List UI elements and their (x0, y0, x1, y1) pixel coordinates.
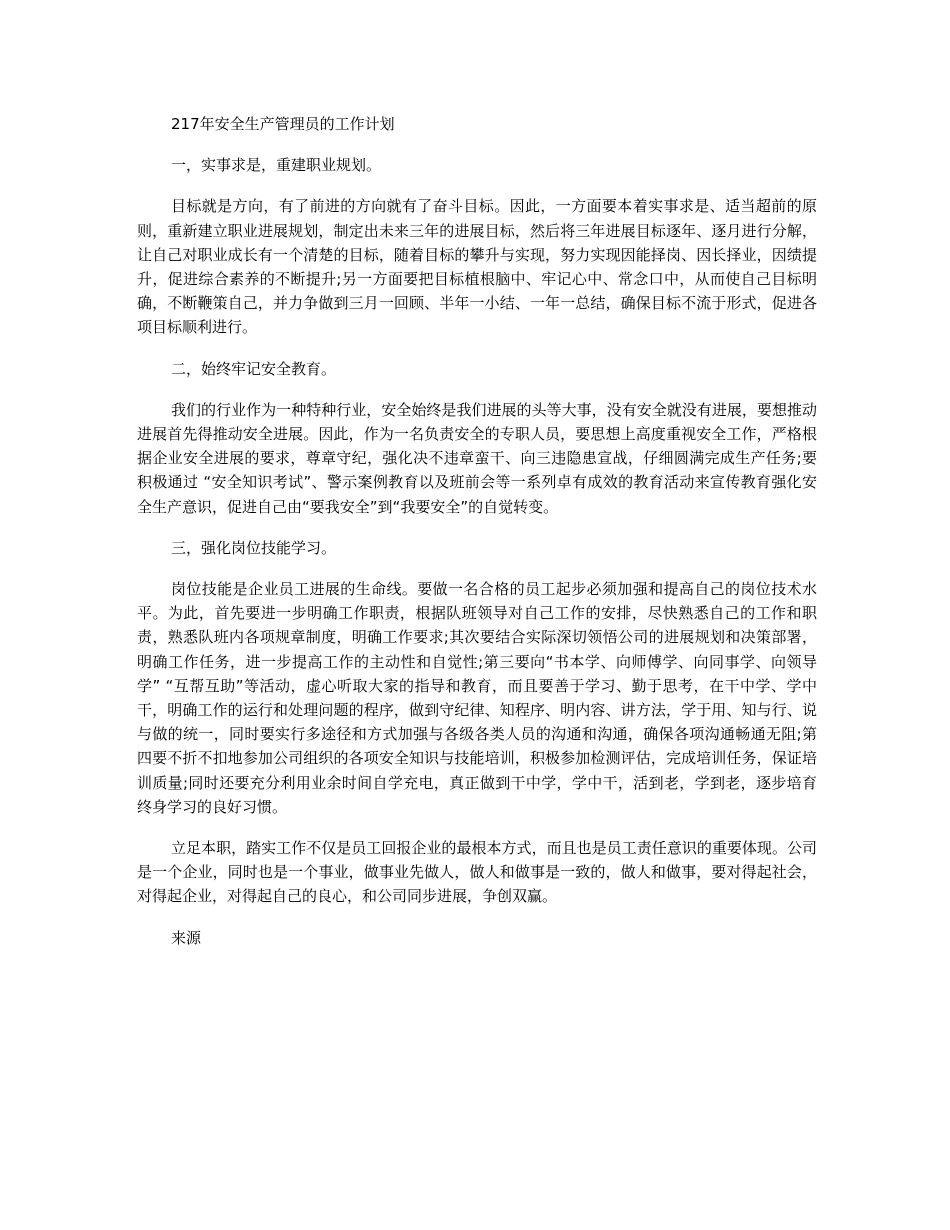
section-body-3: 岗位技能是企业员工进展的生命线。要做一名合格的员工起步必须加强和提高自己的岗位技术水平。为此，首先要进一步明确工作职责，根据队班领导对自己工作的安排，尽快熟悉自己的工作和职责，熟悉队班内各项规章制度，明确工作要求;其次要结合实际深切领悟公司的进展规划和决策部署，明确工作任务，进一步提高工作的主动性和自觉性;第三要向“书本学、向师傅学、向同事学、向领导学” “互帮互助”等活动，虚心听取大家的指导和教育，而且要善于学习、勤于思考，在干中学、学中干，明确工作的运行和处理问题的程序，做到守纪律、知程序、明内容、讲方法，学于用、知与行、说与做的统一，同时要实行多途径和方式加强与各级各类人员的沟通和沟通，确保各项沟通畅通无阻;第四要不折不扣地参加公司组织的各项安全知识与技能培训，积极参加检测评估，完成培训任务，保证培训质量;同时还要充分利用业余时间自学充电，真正做到干中学，学中干，活到老，学到老，逐步培育终身学习的良好习惯。 (137, 580, 817, 816)
source-label: 来源 (171, 928, 202, 947)
document-title: 217年安全生产管理员的工作计划 (171, 115, 395, 133)
section-heading-1: 一，实事求是，重建职业规划。 (171, 156, 382, 175)
document-page (137, 112, 817, 967)
section-heading-2: 二，始终牢记安全教育。 (171, 359, 337, 378)
section-body-1: 目标就是方向，有了前进的方向就有了奋斗目标。因此，一方面要本着实事求是、适当超前的原则，重新建立职业进展规划，制定出未来三年的进展目标，然后将三年进展目标逐年、逐月进行分解，让自己对职业成长有一个清楚的目标，随着目标的攀升与实现，努力实现因能择岗、因长择业，因绩提升，促进综合素养的不断提升;另一方面要把目标植根脑中、牢记心中、常念口中，从而使自己目标明确，不断鞭策自己，并力争做到三月一回顾、半年一小结、一年一总结，确保目标不流于形式，促进各项目标顺利进行。 (137, 197, 817, 337)
section-body-2: 我们的行业作为一种特种行业，安全始终是我们进展的头等大事，没有安全就没有进展，要想推动进展首先得推动安全进展。因此，作为一名负责安全的专职人员，要思想上高度重视安全工作，严格根据企业安全进展的要求，尊章守纪，强化决不违章蛮干、向三违隐患宣战，仔细圆满完成生产任务;要积极通过 “安全知识考试”、警示案例教育以及班前会等一系列卓有成效的教育活动来宣传教育强化安全生产意识，促进自己由“要我安全”到“我要安全”的自觉转变。 (137, 400, 817, 516)
section-heading-3: 三，强化岗位技能学习。 (171, 538, 337, 557)
closing-paragraph: 立足本职，踏实工作不仅是员工回报企业的最根本方式，而且也是员工责任意识的重要体现。公司是一个企业，同时也是一个事业，做事业先做人，做人和做事是一致的，做人和做事，要对得起社会，对得起企业，对得起自己的良心，和公司同步进展，争创双赢。 (137, 839, 817, 906)
